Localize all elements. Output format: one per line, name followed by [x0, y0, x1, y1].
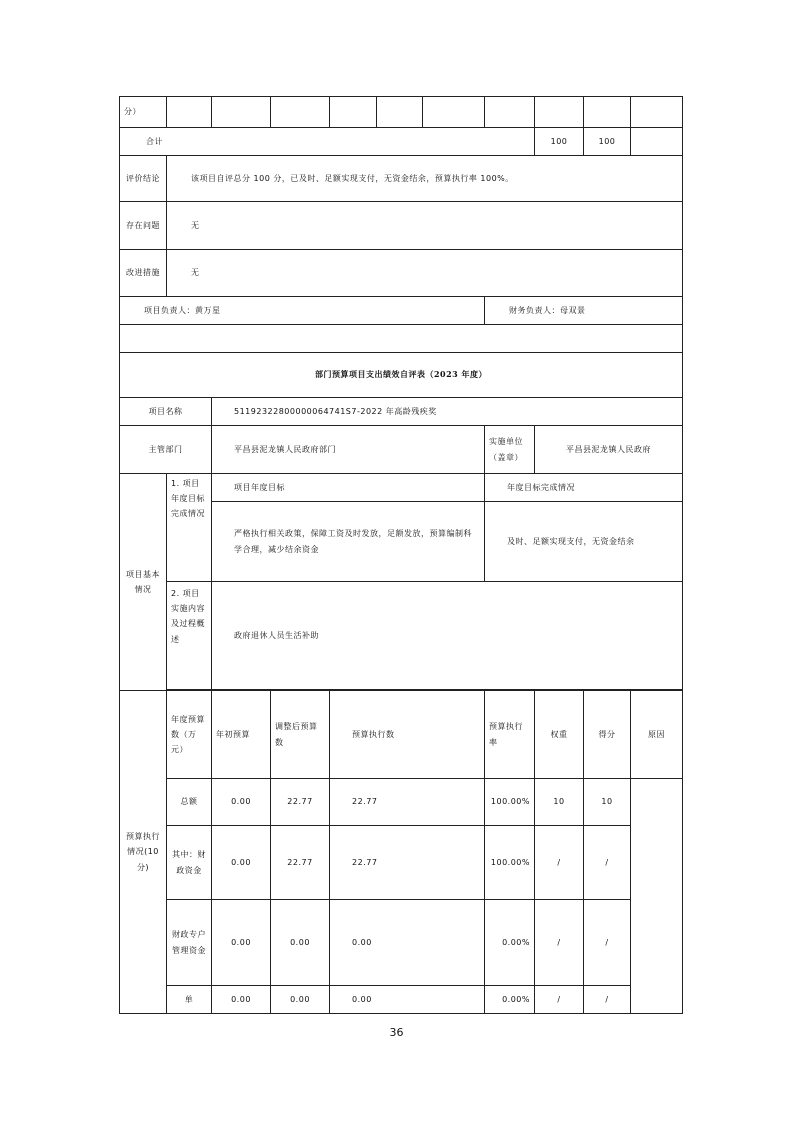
- budget-header-initial: 年初预算: [212, 691, 271, 779]
- budget-initial: 0.00: [212, 986, 271, 1014]
- unit-value: 平昌县泥龙镇人民政府: [535, 426, 683, 474]
- budget-score: /: [584, 986, 631, 1014]
- budget-initial: 0.00: [212, 900, 271, 986]
- fen-label: 分）: [120, 97, 167, 128]
- blank-row: [120, 325, 683, 353]
- budget-weight: 10: [535, 779, 584, 826]
- content-text: 政府退休人员生活补助: [212, 582, 683, 690]
- budget-adjusted: 0.00: [271, 986, 330, 1014]
- budget-row-name: 单: [167, 986, 212, 1014]
- basic-info-label: 项目基本情况: [120, 474, 167, 691]
- goal-header: 项目年度目标: [212, 474, 485, 502]
- budget-header-score: 得分: [584, 691, 631, 779]
- signature-row: [120, 297, 683, 325]
- self-evaluation-table: [119, 96, 683, 1014]
- content-row: [120, 582, 683, 690]
- budget-weight: /: [535, 986, 584, 1014]
- budget-row-unit: [120, 986, 683, 1014]
- budget-adjusted: 22.77: [271, 779, 330, 826]
- budget-adjusted: 0.00: [271, 900, 330, 986]
- budget-row-special: [120, 900, 683, 986]
- budget-row-name: 其中：财政资金: [167, 826, 212, 900]
- budget-header-row: [120, 691, 683, 779]
- budget-score: /: [584, 826, 631, 900]
- budget-rate: 100.00%: [485, 779, 535, 826]
- budget-header-weight: 权重: [535, 691, 584, 779]
- improve-text: 无: [167, 250, 683, 297]
- problems-row: [120, 202, 683, 250]
- budget-header-adjusted: 调整后预算数: [271, 691, 330, 779]
- budget-header-rate: 预算执行率: [485, 691, 535, 779]
- improve-row: [120, 250, 683, 297]
- unit-label: 实施单位（盖章）: [485, 426, 535, 474]
- problems-label: 存在问题: [120, 202, 167, 250]
- budget-score: 10: [584, 779, 631, 826]
- page-number: 36: [389, 1026, 404, 1039]
- budget-row-total: [120, 779, 683, 826]
- budget-rate: 0.00%: [485, 986, 535, 1014]
- project-name-label: 项目名称: [120, 398, 212, 426]
- done-header: 年度目标完成情况: [485, 474, 683, 502]
- budget-weight: /: [535, 826, 584, 900]
- goal-label: 1. 项目年度目标完成情况: [167, 474, 212, 582]
- budget-row-fiscal: [120, 826, 683, 900]
- total-score: 100: [584, 128, 631, 156]
- dept-value: 平昌县泥龙镇人民政府部门: [212, 426, 485, 474]
- budget-initial: 0.00: [212, 779, 271, 826]
- done-text: 及时、足额实现支付，无资金结余: [485, 502, 683, 582]
- budget-weight: /: [535, 900, 584, 986]
- form-title: 部门预算项目支出绩效自评表（2023 年度）: [120, 353, 683, 398]
- conclusion-row: [120, 156, 683, 202]
- budget-reason: [631, 779, 683, 1014]
- dept-label: 主管部门: [120, 426, 212, 474]
- project-name-row: [120, 398, 683, 426]
- budget-header-executed: 预算执行数: [330, 691, 485, 779]
- budget-adjusted: 22.77: [271, 826, 330, 900]
- exec-label: 预算执行情况(10分): [120, 691, 167, 1014]
- budget-header-reason: 原因: [631, 691, 683, 779]
- budget-executed: 22.77: [330, 826, 485, 900]
- budget-executed: 0.00: [330, 986, 485, 1014]
- budget-score: /: [584, 900, 631, 986]
- previous-score-row: [120, 97, 683, 128]
- budget-header-year: 年度预算数（万元）: [167, 691, 212, 779]
- total-row: [120, 128, 683, 156]
- content-label: 2. 项目实施内容及过程概述: [167, 582, 212, 690]
- project-name-value: 51192322800000064741S7-2022 年高龄残疾奖: [212, 398, 683, 426]
- budget-row-name: 财政专户管理资金: [167, 900, 212, 986]
- finance-leader: 财务负责人：母双景: [485, 297, 683, 325]
- total-weight: 100: [535, 128, 584, 156]
- budget-row-name: 总额: [167, 779, 212, 826]
- budget-executed: 0.00: [330, 900, 485, 986]
- conclusion-text: 该项目自评总分 100 分，已及时、足额实现支付，无资金结余，预算执行率 100%。: [167, 156, 683, 202]
- budget-initial: 0.00: [212, 826, 271, 900]
- problems-text: 无: [167, 202, 683, 250]
- total-label: 合计: [120, 128, 535, 156]
- budget-executed: 22.77: [330, 779, 485, 826]
- goal-text: 严格执行相关政策，保障工资及时发放，足额发放，预算编制科学合理，减少结余资金: [212, 502, 485, 582]
- department-row: [120, 426, 683, 474]
- conclusion-label: 评价结论: [120, 156, 167, 202]
- budget-rate: 0.00%: [485, 900, 535, 986]
- title-row: [120, 353, 683, 398]
- project-leader: 项目负责人：黄万星: [120, 297, 485, 325]
- budget-rate: 100.00%: [485, 826, 535, 900]
- improve-label: 改进措施: [120, 250, 167, 297]
- goal-header-row: [120, 474, 683, 502]
